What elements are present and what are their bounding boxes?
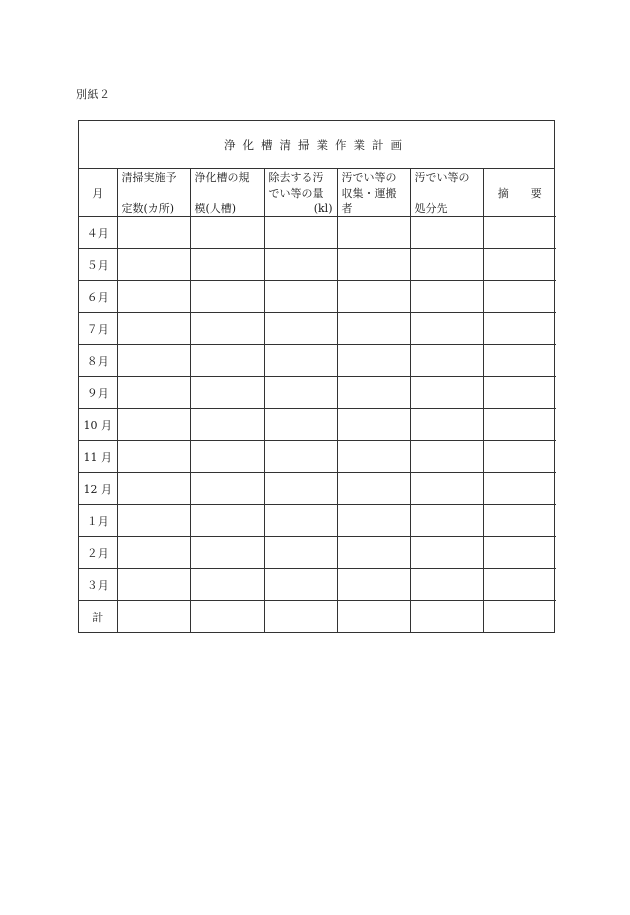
table-cell[interactable]: [264, 569, 337, 601]
row-month-label: ５月: [79, 249, 117, 281]
table-cell[interactable]: [483, 473, 556, 505]
table-row: [79, 217, 556, 249]
table-cell[interactable]: [117, 345, 190, 377]
table-row: [79, 377, 556, 409]
table-cell[interactable]: [190, 601, 264, 633]
table-row: [79, 441, 556, 473]
table-row: [79, 409, 556, 441]
table-cell[interactable]: [117, 473, 190, 505]
table-cell[interactable]: [337, 601, 410, 633]
attachment-label: 別紙２: [76, 88, 111, 101]
table-row: [79, 505, 556, 537]
row-month-label: ６月: [79, 281, 117, 313]
table-cell[interactable]: [410, 217, 483, 249]
table-cell[interactable]: [190, 217, 264, 249]
row-month-label: ３月: [79, 569, 117, 601]
table-cell[interactable]: [264, 601, 337, 633]
table-cell[interactable]: [483, 409, 556, 441]
work-plan-form: [78, 120, 555, 633]
table-cell[interactable]: [117, 505, 190, 537]
table-cell[interactable]: [117, 377, 190, 409]
table-cell[interactable]: [483, 377, 556, 409]
table-cell[interactable]: [117, 217, 190, 249]
table-cell[interactable]: [483, 249, 556, 281]
table-cell[interactable]: [410, 249, 483, 281]
row-month-label: ２月: [79, 537, 117, 569]
column-header-tank-scale: 浄化槽の規 模(人槽): [190, 169, 264, 217]
table-cell[interactable]: [337, 505, 410, 537]
table-cell[interactable]: [190, 505, 264, 537]
table-cell[interactable]: [264, 537, 337, 569]
table-cell[interactable]: [483, 345, 556, 377]
table-cell[interactable]: [264, 441, 337, 473]
table-cell[interactable]: [483, 281, 556, 313]
column-header-month: 月: [79, 169, 117, 217]
table-cell[interactable]: [410, 345, 483, 377]
column-header-planned-count: 清掃実施予 定数(カ所): [117, 169, 190, 217]
table-cell[interactable]: [410, 409, 483, 441]
table-cell[interactable]: [483, 217, 556, 249]
table-cell[interactable]: [264, 281, 337, 313]
table-cell[interactable]: [264, 345, 337, 377]
table-cell[interactable]: [190, 249, 264, 281]
table-cell[interactable]: [190, 345, 264, 377]
table-cell[interactable]: [483, 441, 556, 473]
table-cell[interactable]: [410, 505, 483, 537]
table-cell[interactable]: [117, 441, 190, 473]
table-cell[interactable]: [264, 249, 337, 281]
table-cell[interactable]: [483, 313, 556, 345]
column-header-disposal-site: 汚でい等の 処分先: [410, 169, 483, 217]
table-cell[interactable]: [190, 377, 264, 409]
table-cell[interactable]: [337, 537, 410, 569]
table-cell[interactable]: [337, 473, 410, 505]
table-cell[interactable]: [117, 313, 190, 345]
table-cell[interactable]: [190, 313, 264, 345]
table-cell[interactable]: [410, 569, 483, 601]
table-cell[interactable]: [264, 313, 337, 345]
table-cell[interactable]: [264, 409, 337, 441]
table-row: [79, 569, 556, 601]
table-cell[interactable]: [117, 537, 190, 569]
table-cell[interactable]: [337, 377, 410, 409]
work-plan-table: [79, 169, 556, 632]
row-month-label: １月: [79, 505, 117, 537]
table-cell[interactable]: [410, 537, 483, 569]
column-header-sludge-amount: 除去する汚 でい等の量 (kl): [264, 169, 337, 217]
table-row: [79, 345, 556, 377]
column-header-remarks: 摘 要: [483, 169, 556, 217]
table-cell[interactable]: [483, 537, 556, 569]
table-cell[interactable]: [410, 601, 483, 633]
table-cell[interactable]: [337, 441, 410, 473]
table-cell[interactable]: [117, 281, 190, 313]
table-row: [79, 249, 556, 281]
table-cell[interactable]: [117, 601, 190, 633]
table-cell[interactable]: [337, 217, 410, 249]
table-cell[interactable]: [117, 409, 190, 441]
table-cell[interactable]: [410, 281, 483, 313]
table-cell[interactable]: [190, 281, 264, 313]
table-cell[interactable]: [337, 281, 410, 313]
table-cell[interactable]: [190, 409, 264, 441]
table-cell[interactable]: [190, 537, 264, 569]
table-row: [79, 281, 556, 313]
table-row: [79, 313, 556, 345]
table-cell[interactable]: [264, 473, 337, 505]
table-row: [79, 601, 556, 633]
table-cell[interactable]: [337, 409, 410, 441]
table-cell[interactable]: [117, 569, 190, 601]
table-cell[interactable]: [410, 441, 483, 473]
table-cell[interactable]: [190, 569, 264, 601]
table-cell[interactable]: [337, 249, 410, 281]
table-cell[interactable]: [117, 249, 190, 281]
table-cell[interactable]: [337, 569, 410, 601]
row-month-label: 10 月: [79, 409, 117, 441]
row-month-label: ９月: [79, 377, 117, 409]
table-cell[interactable]: [483, 601, 556, 633]
form-title: 浄化槽清掃業作業計画: [79, 121, 554, 169]
table-cell[interactable]: [190, 473, 264, 505]
table-cell[interactable]: [483, 505, 556, 537]
table-cell[interactable]: [264, 217, 337, 249]
table-cell[interactable]: [264, 377, 337, 409]
table-cell[interactable]: [190, 441, 264, 473]
table-cell[interactable]: [337, 313, 410, 345]
row-month-label: 11 月: [79, 441, 117, 473]
table-cell[interactable]: [410, 377, 483, 409]
row-month-label: ７月: [79, 313, 117, 345]
table-cell[interactable]: [410, 313, 483, 345]
table-header-row: [79, 169, 556, 217]
row-month-label: 計: [79, 601, 117, 633]
table-row: [79, 473, 556, 505]
row-month-label: 12 月: [79, 473, 117, 505]
table-cell[interactable]: [410, 473, 483, 505]
row-month-label: ４月: [79, 217, 117, 249]
table-cell[interactable]: [264, 505, 337, 537]
table-cell[interactable]: [337, 345, 410, 377]
table-body: [79, 217, 556, 633]
row-month-label: ８月: [79, 345, 117, 377]
column-header-collector: 汚でい等の 収集・運搬 者: [337, 169, 410, 217]
table-cell[interactable]: [483, 569, 556, 601]
table-row: [79, 537, 556, 569]
